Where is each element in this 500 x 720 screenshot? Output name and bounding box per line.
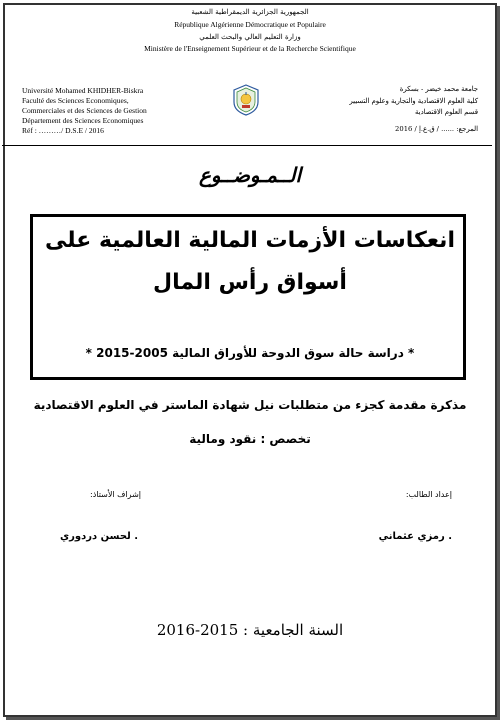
- case-study-line: * دراسة حالة سوق الدوحة للأوراق المالية 2005-2015 *: [85, 346, 415, 360]
- ministry-french: Ministère de l'Enseignement Supérieur et de la Recherche Scientifique: [144, 44, 356, 53]
- faculty-french-line1: Faculté des Sciences Economiques,: [22, 96, 129, 105]
- reference-french: Réf : ………/ D.S.E / 2016: [22, 126, 104, 135]
- memo-statement: مذكرة مقدمة كجزء من متطلبات نيل شهادة الماستر في العلوم الاقتصادية: [33, 398, 467, 412]
- reference-arabic: المرجع: ...... / ق.ع.إ / 2016: [395, 125, 478, 133]
- specialty-line: تخصص : نقود ومالية: [189, 432, 311, 446]
- title-line-2: أسواق رأس المال: [153, 270, 347, 295]
- student-name: . رمزي عثماني: [378, 531, 452, 542]
- republic-arabic: الجمهورية الجزائرية الديمقراطية الشعبية: [191, 8, 309, 16]
- title-line-1: انعكاسات الأزمات المالية العالمية على: [45, 228, 455, 253]
- university-logo-icon: [232, 84, 260, 116]
- supervisor-name: . لحسن دردوري: [60, 531, 139, 542]
- header-divider: [2, 145, 492, 146]
- faculty-arabic: كلية العلوم الاقتصادية والتجارية وعلوم التسيير: [349, 97, 478, 105]
- university-arabic: جامعة محمد خيضر - بسكرة: [399, 85, 478, 93]
- republic-french: République Algérienne Démocratique et Populaire: [174, 20, 326, 29]
- department-arabic: قسم العلوم الاقتصادية: [415, 108, 478, 116]
- ministry-arabic: وزارة التعليم العالي والبحث العلمي: [199, 33, 301, 41]
- academic-year: السنة الجامعية : 2015-2016: [156, 621, 344, 639]
- supervisor-label: إشراف الأستاذ:: [90, 490, 141, 499]
- department-french: Département des Sciences Economiques: [22, 116, 144, 125]
- student-label: إعداد الطالب:: [405, 490, 452, 499]
- faculty-french-line2: Commerciales et des Sciences de Gestion: [22, 106, 147, 115]
- subject-heading: الــمـوضــوع: [198, 163, 302, 187]
- university-french: Université Mohamed KHIDHER-Biskra: [22, 86, 144, 95]
